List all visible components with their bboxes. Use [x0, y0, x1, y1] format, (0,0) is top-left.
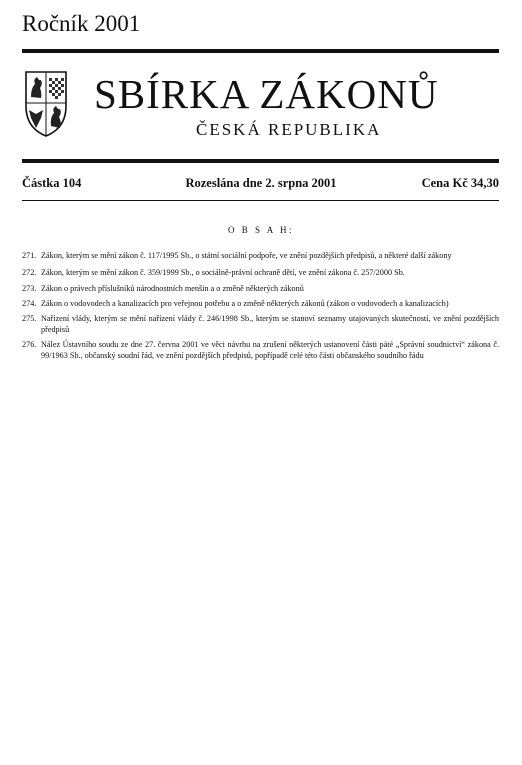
- entry-text: Zákon o vodovodech a kanalizacích pro veřejnou potřebu a o změně některých zákonů (zákon o vodovodech a kanalizacích): [41, 299, 449, 308]
- entry-number: 273.: [22, 284, 37, 293]
- entry-number: 275.: [22, 314, 37, 323]
- contents-entry: [22, 268, 499, 279]
- masthead-bottom-rule: [22, 159, 499, 163]
- info-bottom-rule: [22, 200, 499, 201]
- entry-number: 276.: [22, 340, 37, 349]
- masthead-subtitle: ČESKÁ REPUBLIKA: [196, 120, 382, 139]
- issue-price: Cena Kč 34,30: [421, 176, 499, 190]
- entry-text: Nařízení vlády, kterým se mění nařízení vlády č. 246/1998 Sb., kterým se stanoví seznamy utajovaných skutečností, ve znění pozdějších předpisů: [41, 314, 499, 334]
- top-rule: [22, 49, 499, 53]
- entry-number: 272.: [22, 268, 37, 277]
- contents-heading: O B S A H:: [227, 225, 294, 235]
- entry-number: 274.: [22, 299, 37, 308]
- contents-entry: [22, 340, 499, 361]
- state-emblem-icon: [22, 66, 70, 140]
- masthead-title: SBÍRKA ZÁKONŮ: [94, 71, 439, 117]
- entry-text: Zákon, kterým se mění zákon č. 117/1995 Sb., o státní sociální podpoře, ve znění pozdějších předpisů, a některé další zákony: [41, 251, 452, 260]
- entry-text: Nález Ústavního soudu ze dne 27. června 2001 ve věci návrhu na zrušení některých ustanovení části páté „Správní soudnictví“ zákona č. 99/1963 Sb., občanský soudní řád, ve znění pozdějších předpisů, popřípadě celé této části občanského soudního řádu: [41, 340, 499, 360]
- volume-year: Ročník 2001: [22, 11, 141, 36]
- contents-entry: [22, 299, 499, 310]
- issue-distribution-date: Rozeslána dne 2. srpna 2001: [185, 176, 337, 190]
- entry-text: Zákon o právech příslušníků národnostních menšin a o změně některých zákonů: [41, 284, 304, 293]
- entry-number: 271.: [22, 251, 37, 260]
- contents-entry: [22, 284, 499, 295]
- contents-entry: [22, 314, 499, 335]
- entry-text: Zákon, kterým se mění zákon č. 359/1999 Sb., o sociálně-právní ochraně dětí, ve znění zákona č. 257/2000 Sb.: [41, 268, 405, 277]
- contents-entry: [22, 251, 499, 262]
- issue-part: Částka 104: [22, 176, 82, 190]
